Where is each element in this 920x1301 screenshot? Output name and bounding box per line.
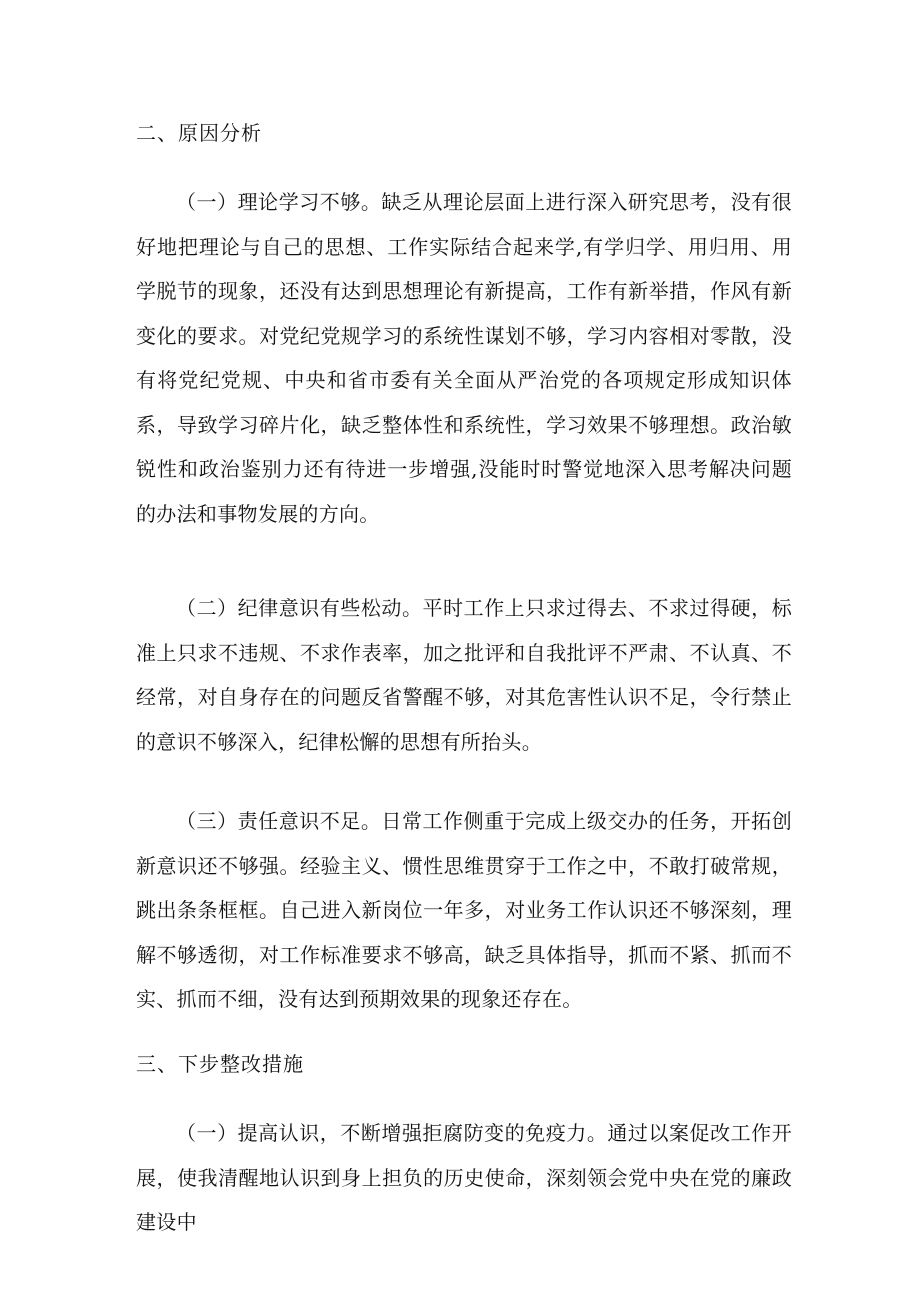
paragraph-discipline-awareness: （二）纪律意识有些松动。平时工作上只求过得去、不求过得硬，标准上只求不违规、不求作表率，加之批评和自我批评不严肃、不认真、不经常，对自身存在的问题反省警醒不够，对其危害性认识不足，令行禁止的意识不够深入，纪律松懈的思想有所抬头。 xyxy=(136,596,792,754)
paragraph-theory-study: （一）理论学习不够。缺乏从理论层面上进行深入研究思考，没有很好地把理论与自己的思想、工作实际结合起来学,有学归学、用归用、用学脱节的现象，还没有达到思想理论有新提高，工作有新举措，作风有新变化的要求。对党纪党规学习的系统性谋划不够，学习内容相对零散，没有将党纪党规、中央和省市委有关全面从严治党的各项规定形成知识体系，导致学习碎片化，缺乏整体性和系统性，学习效果不够理想。政治敏锐性和政治鉴别力还有待进一步增强,没能时时警觉地深入思考解决问题的办法和事物发展的方向。 xyxy=(136,190,792,526)
section-heading-rectification-measures: 三、下步整改措施 xyxy=(136,1052,304,1076)
paragraph-raise-awareness: （一）提高认识，不断增强拒腐防变的免疫力。通过以案促改工作开展，使我清醒地认识到身上担负的历史使命，深刻领会党中央在党的廉政建设中 xyxy=(136,1121,792,1234)
section-heading-cause-analysis: 二、原因分析 xyxy=(136,121,262,145)
paragraph-responsibility-awareness: （三）责任意识不足。日常工作侧重于完成上级交办的任务，开拓创新意识还不够强。经验主义、惯性思维贯穿于工作之中，不敢打破常规，跳出条条框框。自己进入新岗位一年多，对业务工作认识还不够深刻，理解不够透彻，对工作标准要求不够高，缺乏具体指导，抓而不紧、抓而不实、抓而不细，没有达到预期效果的现象还存在。 xyxy=(136,809,792,1011)
